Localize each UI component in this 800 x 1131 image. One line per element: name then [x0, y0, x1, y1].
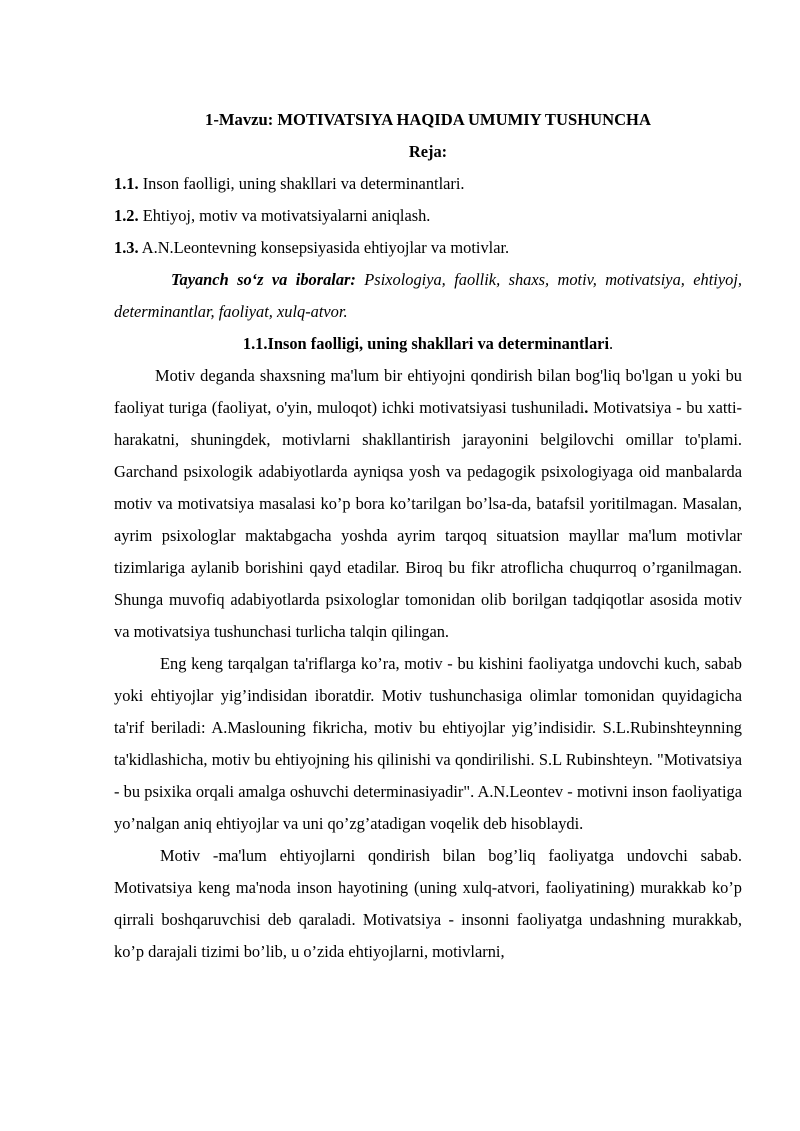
- paragraph-text: Eng keng tarqalgan ta'riflarga ko’ra, motiv - bu kishini faoliyatga undovchi kuch, sabab yoki ehtiyojlar yig’indisidan iboratdir. Motiv tushunchasiga olimlar tomonidan quyidagicha ta'rif beriladi: A.Maslouning fikricha, motiv bu ehtiyojlar yig’indisidir. S.L.Rubinshteynning ta'kidlashicha, motiv bu ehtiyojning his qilinishi va qondirilishi. S.L Rubinshteyn. "Motivatsiya - bu psixika orqali amalga oshuvchi determinasiyadir". A.N.Leontev - motivni inson faoliyatiga yo’nalgan aniq ehtiyojlar va uni qo’zg’atadigan voqelik deb hisoblaydi.: [114, 654, 742, 833]
- body-paragraph: [114, 360, 742, 648]
- plan-item-text: A.N.Leontevning konsepsiyasida ehtiyojlar va motivlar.: [138, 238, 510, 257]
- body-paragraph: [114, 648, 742, 840]
- plan-item: [114, 168, 742, 200]
- plan-item: [114, 200, 742, 232]
- paragraph-text: Motiv -ma'lum ehtiyojlarni qondirish bilan bog’liq faoliyatga undovchi sabab. Motivatsiya keng ma'noda inson hayotining (uning xulq-atvori, faoliyatining) murakkab ko’p qirrali boshqaruvchisi deb qaraladi. Motivatsiya - insonni faoliyatga undashning murakkab, ko’p darajali tizimi bo’lib, u o’zida ehtiyojlarni, motivlarni,: [114, 846, 742, 961]
- paragraph-bold-dot: .: [584, 398, 589, 417]
- keywords-paragraph: [114, 264, 742, 328]
- keywords-label: Tayanch so‘z va iboralar:: [171, 270, 356, 289]
- plan-item: [114, 232, 742, 264]
- document-title: 1-Mavzu: MOTIVATSIYA HAQIDA UMUMIY TUSHUNCHA: [205, 110, 651, 129]
- body-paragraph: [114, 840, 742, 968]
- plan-item-text: Inson faolligi, uning shakllari va determinantlari.: [138, 174, 465, 193]
- keywords-text: Psixologiya, faollik, shaxs, motiv, motivatsiya, ehtiyoj, determinantlar, faoliyat, xulq-atvor.: [114, 270, 742, 321]
- document-page: [114, 104, 742, 968]
- section-title-text: 1.1.Inson faolligi, uning shakllari va determinantlari: [242, 334, 609, 353]
- section-title-dot: .: [609, 334, 614, 353]
- section-title: [114, 328, 742, 360]
- plan-item-number: 1.1.: [114, 174, 139, 193]
- plan-item-text: Ehtiyoj, motiv va motivatsiyalarni aniqlash.: [138, 206, 431, 225]
- plan-heading: Reja:: [408, 142, 448, 161]
- paragraph-text: Motiv deganda shaxsning ma'lum bir ehtiyojni qondirish bilan bog'liq bo'lgan u yoki bu faoliyat turiga (faoliyat, o'yin, muloqot) ichki motivatsiyasi tushuniladi: [114, 366, 742, 417]
- paragraph-text: Motivatsiya - bu xatti-harakatni, shuningdek, motivlarni shakllantirish jarayonini belgilovchi omillar to'plami. Garchand psixologik adabiyotlarda ayniqsa yosh va pedagogik psixologiyaga oid manbalarda motiv va motivatsiya masalasi ko’p bora ko’tarilgan bo’lsa-da, batafsil yoritilmagan. Masalan, ayrim psixologlar maktabgacha yoshda ayrim tarqoq situatsion mayllar ma'lum motivlar tizimlariga aylanib borishini qayd etadilar. Biroq bu fikr atroflicha chuqurroq o’rganilmagan. Shunga muvofiq adabiyotlarda psixologlar tomonidan olib borilgan tadqiqotlar asosida motiv va motivatsiya tushunchasi turlicha talqin qilingan.: [114, 398, 742, 641]
- plan-item-number: 1.3.: [114, 238, 139, 257]
- plan-item-number: 1.2.: [114, 206, 139, 225]
